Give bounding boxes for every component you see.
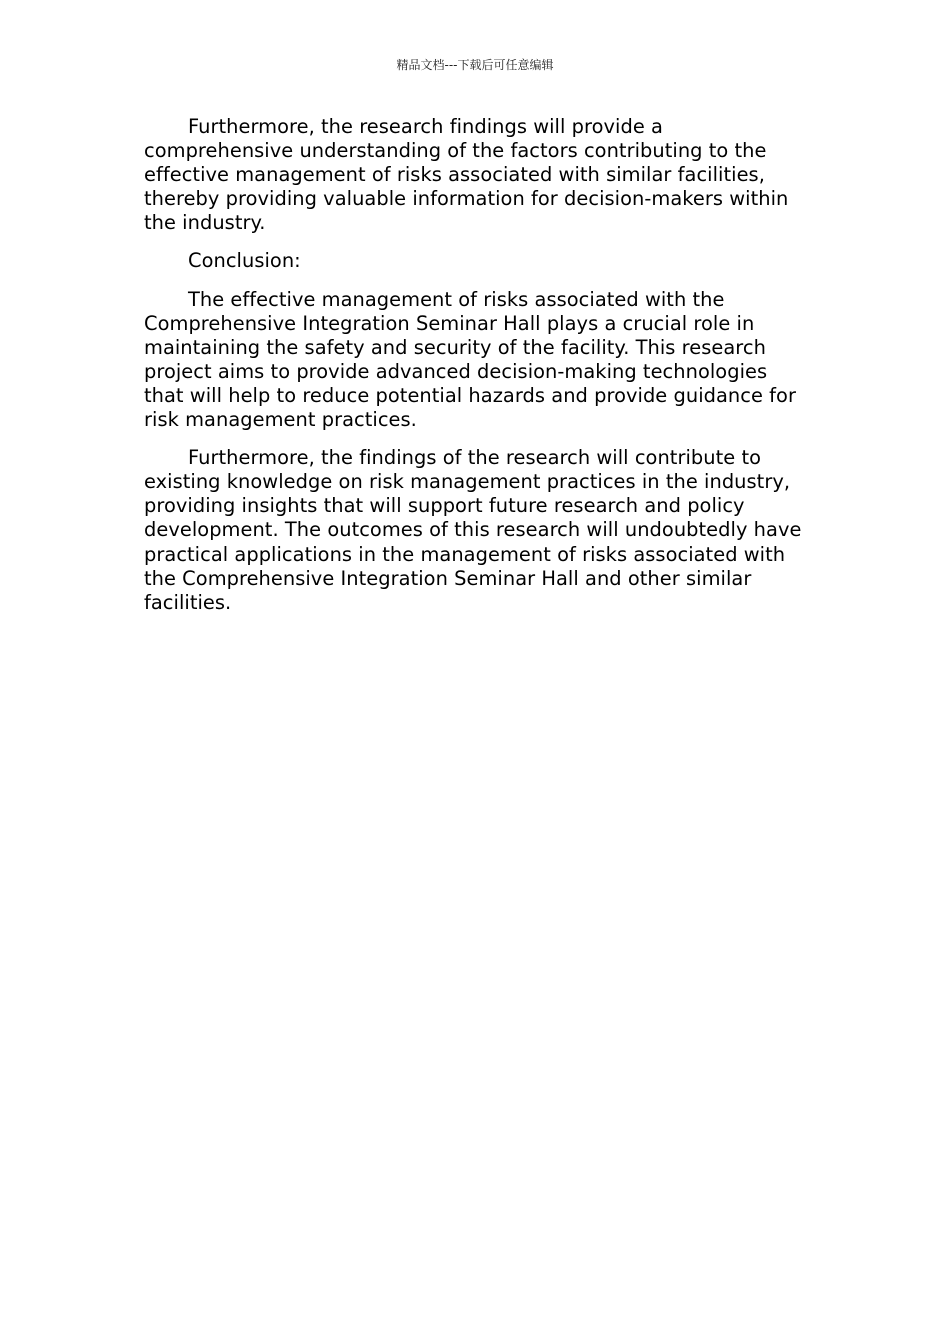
conclusion-heading: Conclusion: [188, 249, 301, 273]
paragraph-contribution: Furthermore, the findings of the research will contribute to existing knowledge on risk management practices in the industry, providing insights that will support future research and policy development. The outcomes of this research will undoubtedly have practical applications in the management of risks associated with the Comprehensive Integration Seminar Hall and other similar facilities. [144, 446, 802, 614]
document-body [144, 115, 806, 629]
page-header-text: 精品文档---下载后可任意编辑 [396, 58, 554, 72]
paragraph-findings: Furthermore, the research findings will provide a comprehensive understanding of the factors contributing to the effective management of risks associated with similar facilities, thereby providing valuable information for decision-makers within the industry. [144, 115, 789, 235]
paragraph-conclusion: The effective management of risks associated with the Comprehensive Integration Seminar Hall plays a crucial role in maintaining the safety and security of the facility. This research project aims to provide advanced decision-making technologies that will help to reduce potential hazards and provide guidance for risk management practices. [144, 287, 796, 432]
